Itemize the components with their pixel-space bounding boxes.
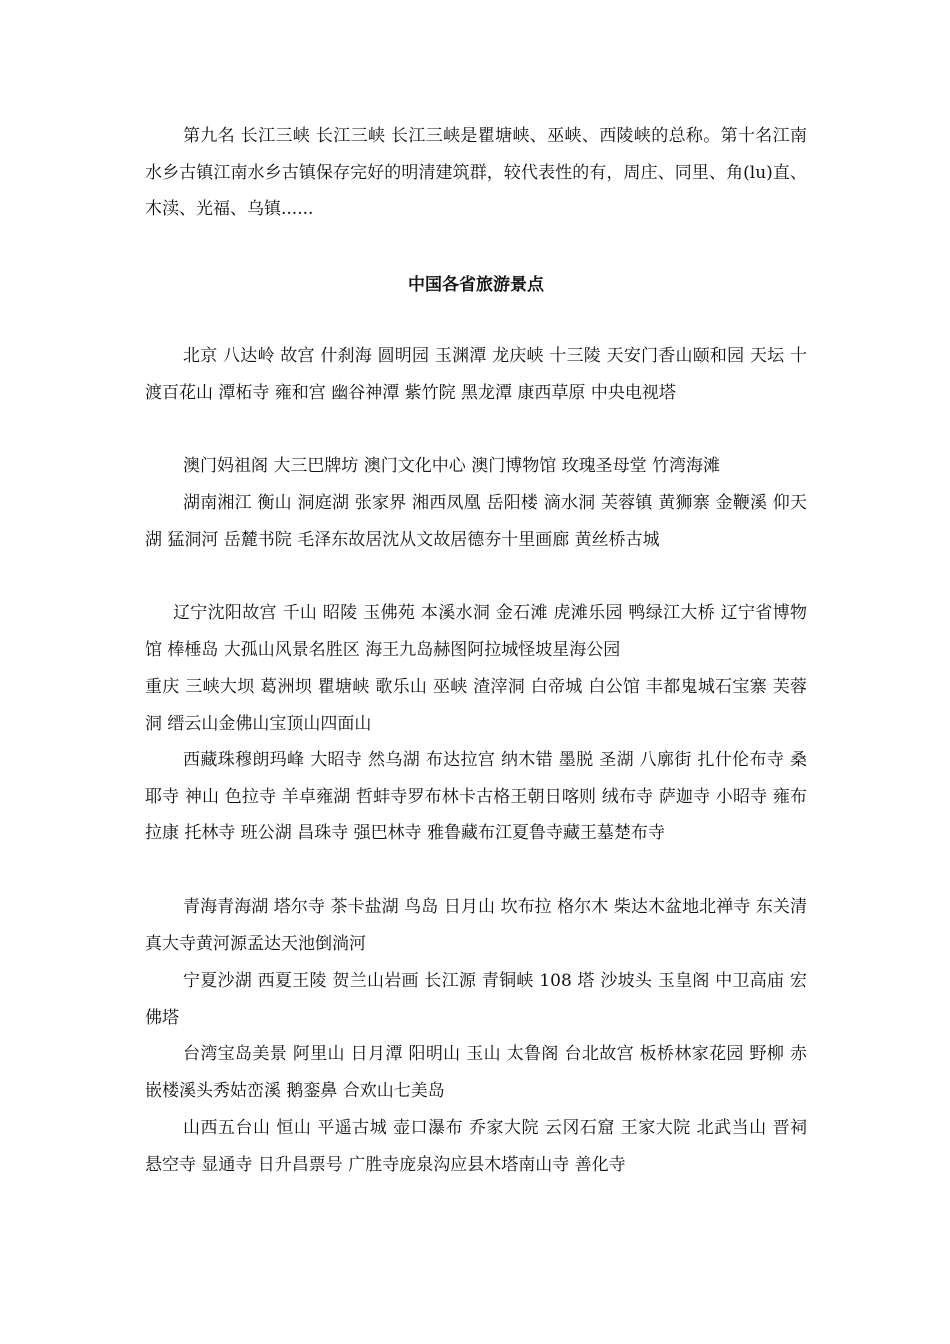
intro-paragraph: 第九名 长江三峡 长江三峡 长江三峡是瞿塘峡、巫峡、西陵峡的总称。第十名江南水乡古镇江南水乡古镇保存完好的明清建筑群，较代表性的有，周庄、同里、角(lu)直、木渎、光福、乌镇...... bbox=[145, 126, 807, 219]
paragraph-beijing: 北京 八达岭 故宫 什刹海 圆明园 玉渊潭 龙庆峡 十三陵 天安门香山颐和园 天坛 十渡百花山 潭柘寺 雍和宫 幽谷神潭 紫竹院 黑龙潭 康西草原 中央电视塔 bbox=[145, 346, 807, 403]
paragraph-taiwan: 台湾宝岛美景 阿里山 日月潭 阳明山 玉山 太鲁阁 台北故宫 板桥林家花园 野柳 赤嵌楼溪头秀姑峦溪 鹅銮鼻 合欢山七美岛 bbox=[145, 1044, 807, 1101]
section-title: 中国各省旅游景点 bbox=[408, 275, 544, 295]
paragraph-liaoning: 辽宁沈阳故宫 千山 昭陵 玉佛苑 本溪水洞 金石滩 虎滩乐园 鸭绿江大桥 辽宁省博物馆 棒棰岛 大孤山风景名胜区 海王九岛赫图阿拉城怪坡星海公园 bbox=[145, 603, 807, 660]
paragraph-hunan: 湖南湘江 衡山 洞庭湖 张家界 湘西凤凰 岳阳楼 滴水洞 芙蓉镇 黄狮寨 金鞭溪 仰天湖 猛洞河 岳麓书院 毛泽东故居沈从文故居德夯十里画廊 黄丝桥古城 bbox=[145, 493, 807, 550]
paragraph-ningxia: 宁夏沙湖 西夏王陵 贺兰山岩画 长江源 青铜峡 108 塔 沙坡头 玉皇阁 中卫高庙 宏佛塔 bbox=[145, 971, 807, 1028]
paragraph-shanxi: 山西五台山 恒山 平遥古城 壶口瀑布 乔家大院 云冈石窟 王家大院 北武当山 晋祠 悬空寺 显通寺 日升昌票号 广胜寺庞泉沟应县木塔南山寺 善化寺 bbox=[145, 1118, 807, 1175]
paragraph-chongqing: 重庆 三峡大坝 葛洲坝 瞿塘峡 歌乐山 巫峡 渣滓洞 白帝城 白公馆 丰都鬼城石宝寨 芙蓉洞 缙云山金佛山宝顶山四面山 bbox=[145, 677, 807, 734]
paragraph-tibet: 西藏珠穆朗玛峰 大昭寺 然乌湖 布达拉宫 纳木错 墨脱 圣湖 八廓街 扎什伦布寺 桑耶寺 神山 色拉寺 羊卓雍湖 哲蚌寺罗布林卡古格王朝日喀则 绒布寺 萨迦寺 小昭寺 雍布拉康 托林寺 班公湖 昌珠寺 强巴林寺 雅鲁藏布江夏鲁寺藏王墓楚布寺 bbox=[145, 750, 807, 843]
paragraph-macau: 澳门妈祖阁 大三巴牌坊 澳门文化中心 澳门博物馆 玫瑰圣母堂 竹湾海滩 bbox=[183, 456, 721, 476]
paragraph-qinghai: 青海青海湖 塔尔寺 茶卡盐湖 鸟岛 日月山 坎布拉 格尔木 柴达木盆地北禅寺 东关清真大寺黄河源孟达天池倒淌河 bbox=[145, 897, 807, 954]
